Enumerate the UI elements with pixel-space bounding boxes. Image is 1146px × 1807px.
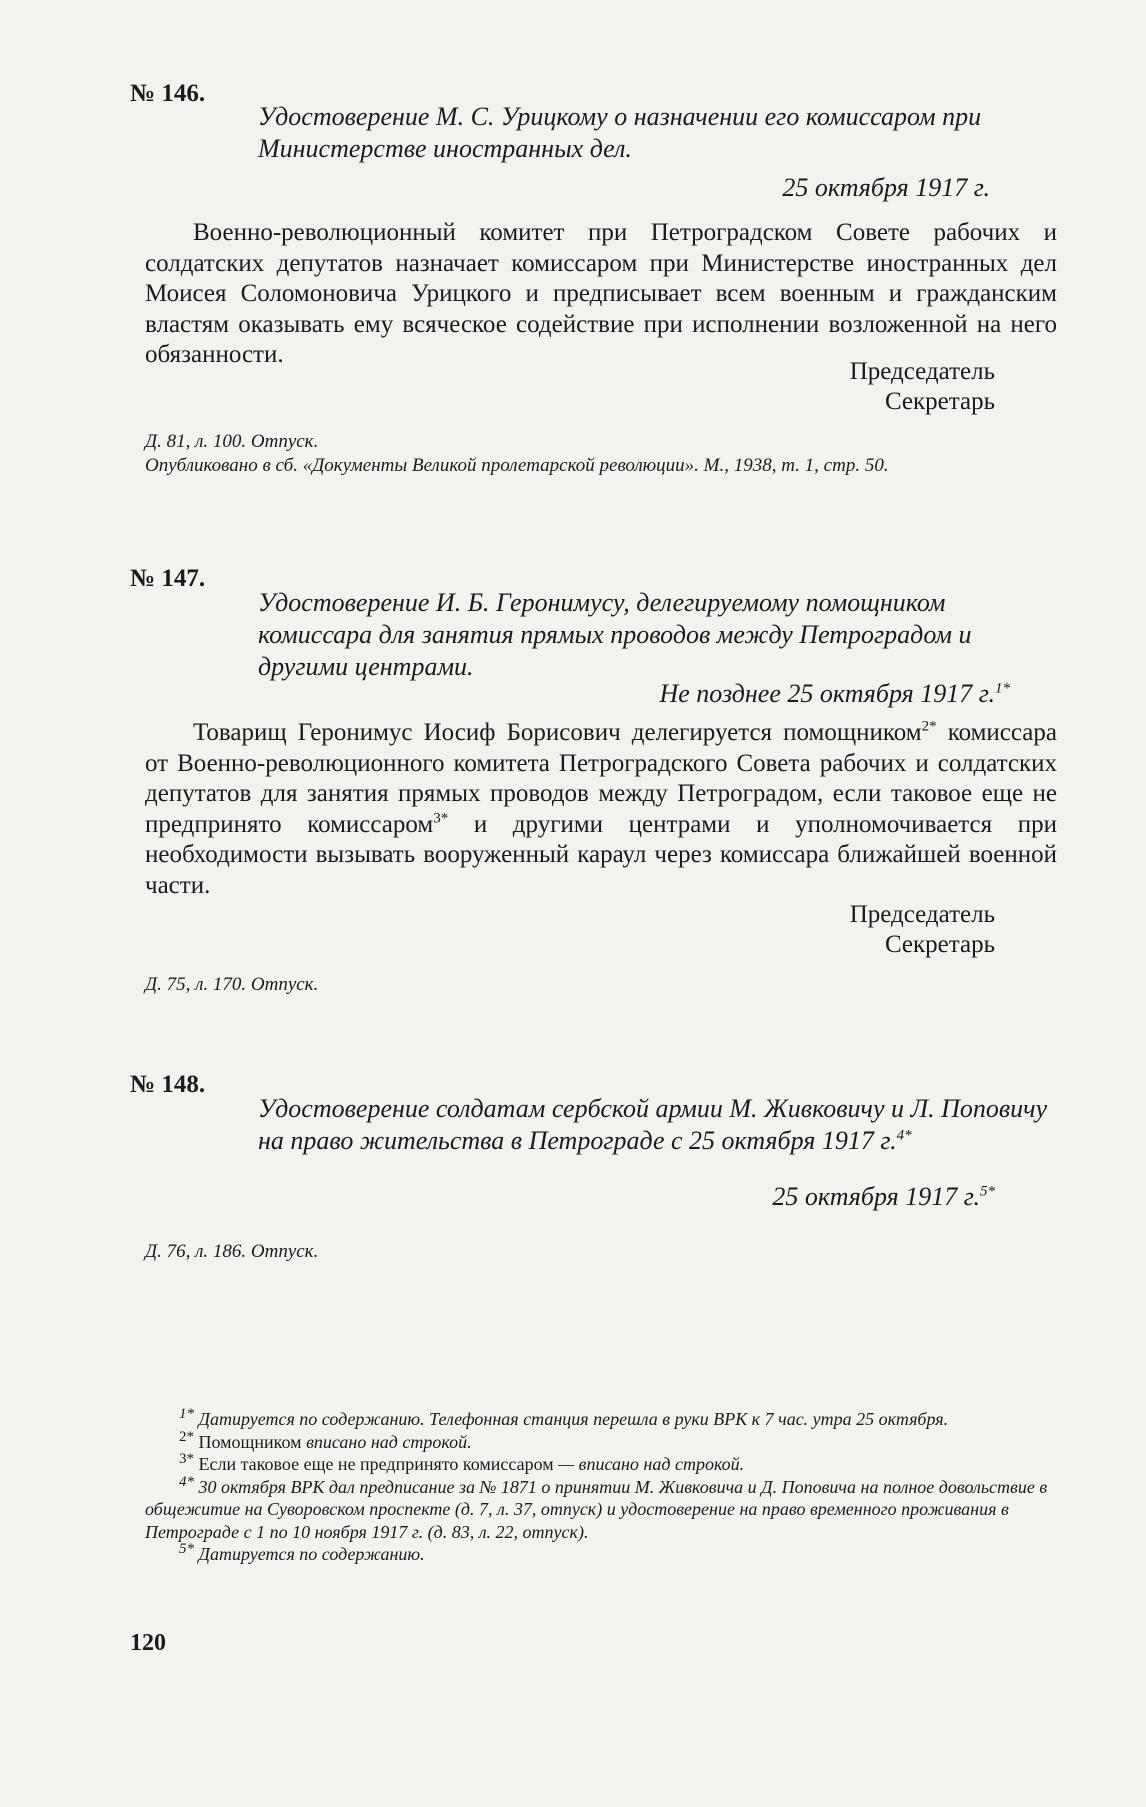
doc-147-body: [145, 718, 1057, 901]
footnote-mark: 4*: [179, 1473, 194, 1490]
footnote-4: [145, 1473, 1057, 1544]
doc-146-number: № 146.: [130, 80, 206, 107]
footnote-text: Датируется по содержанию. Телефонная станция перешла в руки ВРК к 7 час. утра 25 октября.: [198, 1409, 949, 1429]
doc-148-source: Д. 76, л. 186. Отпуск.: [145, 1241, 319, 1262]
footnotes: [145, 1408, 1057, 1566]
doc-146-date: 25 октября 1917 г.: [782, 173, 990, 202]
footnote-mark: 2*: [179, 1428, 194, 1445]
doc-146-signature: [600, 357, 995, 417]
footnote-text: Если таковое еще не предпринято комиссаром: [198, 1454, 554, 1474]
publication-reference: Опубликовано в сб. «Документы Великой пролетарской революции». М., 1938, т. 1, стр. 50.: [145, 455, 889, 476]
footnote-ref: 1*: [995, 680, 1010, 697]
doc-147-number: № 147.: [130, 565, 206, 592]
footnote-1: [145, 1408, 1057, 1431]
doc-148-date: [600, 1182, 995, 1212]
footnote-text: 30 октября ВРК дал предписание за № 1871 о принятии М. Живковича и Д. Поповича на полное довольствие в общежитие на Суворовском проспекте (д. 7, л. 37, отпуск) и удостоверение на право временного проживания в Петрограде с 1 по 10 ноября 1917 г. (д. 83, л. 22, отпуск).: [145, 1476, 1048, 1542]
doc-147-source: Д. 75, л. 170. Отпуск.: [145, 974, 319, 995]
body-text: Товарищ Геронимус Иосиф Борисович делегируется помощником: [193, 719, 922, 746]
doc-148-number: № 148.: [130, 1071, 206, 1098]
body-text: комиссара от Военно-революционного комитета Петроградского Совета рабочих и солдатских депутатов для занятия прямых проводов между Петроградом, если таковое еще не предпринято комиссаром: [145, 719, 1057, 838]
doc-147-date: [520, 679, 1010, 709]
footnote-ref: 4*: [896, 1127, 912, 1144]
footnote-text: Датируется по содержанию.: [198, 1544, 425, 1564]
date-text: 25 октября 1917 г.: [772, 1182, 980, 1211]
archive-reference: Д. 81, л. 100. Отпуск.: [145, 431, 319, 452]
footnote-ref: 5*: [980, 1183, 995, 1200]
doc-148-title: [258, 1093, 1058, 1157]
footnote-ref: 3*: [433, 810, 449, 827]
page-number: 120: [130, 1630, 166, 1656]
footnote-5: [145, 1543, 1057, 1566]
doc-146-body: Военно-революционный комитет при Петроградском Совете рабочих и солдатских депутатов назначает комиссаром при Министерстве иностранных дел Моисея Соломоновича Урицкого и предписывает всем военным и гражданским властям оказывать ему всяческое содействие при исполнении возложенной на него обязанности.: [145, 219, 1057, 368]
footnote-text: Помощником: [198, 1431, 302, 1452]
footnote-text: — вписано над строкой.: [553, 1454, 745, 1474]
signature-secretary: Секретарь: [884, 931, 995, 958]
footnote-mark: 1*: [179, 1406, 194, 1422]
doc-147-signature: [600, 900, 995, 960]
date-text: Не позднее 25 октября 1917 г.: [659, 679, 995, 708]
footnote-mark: 3*: [179, 1451, 194, 1467]
body-text: и другими центрами и уполномочивается при необходимости вызывать вооруженный караул через комиссара ближайшей военной части.: [145, 810, 1057, 899]
footnote-ref: 2*: [921, 718, 937, 735]
signature-chair: Председатель: [849, 358, 995, 385]
signature-chair: Председатель: [849, 901, 995, 928]
footnote-mark: 5*: [179, 1541, 194, 1557]
footnote-2: [145, 1428, 1057, 1454]
doc-146-title: Удостоверение М. С. Урицкому о назначении его комиссаром при Министерстве иностранных дел.: [258, 102, 982, 163]
doc-147-title: Удостоверение И. Б. Геронимусу, делегируемому помощником комиссара для занятия прямых проводов между Петроградом и другими центрами.: [258, 588, 972, 681]
footnote-3: [145, 1453, 1057, 1476]
footnote-text: вписано над строкой.: [301, 1431, 472, 1452]
signature-secretary: Секретарь: [884, 388, 995, 415]
title-text: Удостоверение солдатам сербской армии М. Живковичу и Л. Поповичу на право жительства в Петрограде с 25 октября 1917 г.: [258, 1094, 1048, 1155]
doc-146-source: [145, 430, 1057, 478]
